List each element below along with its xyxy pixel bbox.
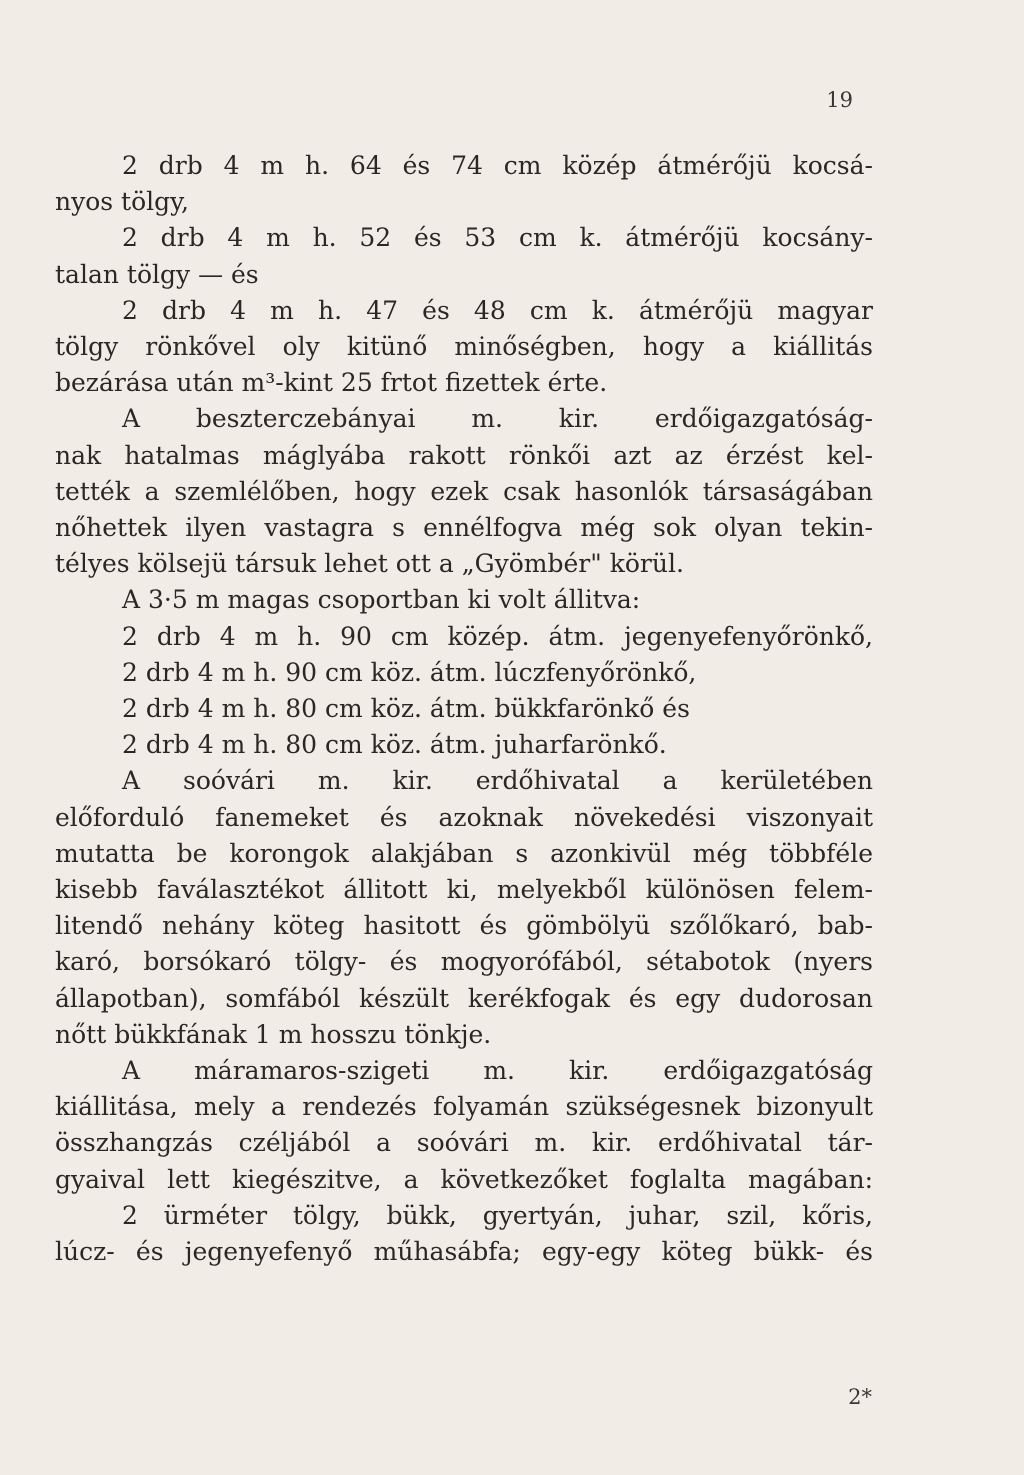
text-line: nőtt bükkfának 1 m hosszu tönkje. xyxy=(55,1019,492,1049)
text-line: összhangzás czéljából a soóvári m. kir. erdőhivatal tár- xyxy=(55,1128,873,1158)
text-line: kiállitása, mely a rendezés folyamán szükségesnek bizonyult xyxy=(55,1092,873,1122)
text-line: 2 ürméter tölgy, bükk, gyertyán, juhar, szil, kőris, xyxy=(122,1200,873,1230)
text-line: bezárása után m³-kint 25 frtot fizettek érte. xyxy=(55,368,608,398)
text-line: 2 drb 4 m h. 47 és 48 cm k. átmérőjü magyar xyxy=(122,295,873,325)
text-line: gyaival lett kiegészitve, a következőket foglalta magában: xyxy=(55,1164,873,1194)
text-line: kisebb faválasztékot állitott ki, melyekből különösen felem- xyxy=(55,875,873,905)
text-line: nőhettek ilyen vastagra s ennélfogva még sok olyan tekin- xyxy=(55,513,873,543)
text-line: előforduló fanemeket és azoknak növekedési viszonyait xyxy=(55,802,873,832)
text-line: lúcz- és jegenyefenyő műhasábfa; egy-egy köteg bükk- és xyxy=(55,1237,873,1267)
body-text xyxy=(55,148,873,1270)
text-line: 2 drb 4 m h. 80 cm köz. átm. bükkfarönkő és xyxy=(122,694,690,724)
text-line: litendő nehány köteg hasitott és gömbölyü szőlőkaró, bab- xyxy=(55,911,873,941)
text-line: 2 drb 4 m h. 52 és 53 cm k. átmérőjü kocsány- xyxy=(122,223,873,253)
text-line: tölgy rönkővel oly kitünő minőségben, hogy a kiállitás xyxy=(55,332,873,362)
text-line: karó, borsókaró tölgy- és mogyorófából, sétabotok (nyers xyxy=(55,947,873,977)
page-number: 19 xyxy=(826,88,853,112)
text-line: 2 drb 4 m h. 80 cm köz. átm. juharfarönkő. xyxy=(122,730,667,760)
text-line: mutatta be korongok alakjában s azonkivül még többféle xyxy=(55,838,873,868)
text-line: 2 drb 4 m h. 64 és 74 cm közép átmérőjü kocsá- xyxy=(122,151,873,180)
text-line: tették a szemlélőben, hogy ezek csak hasonlók társaságában xyxy=(55,476,873,506)
text-line: A 3·5 m magas csoportban ki volt állitva: xyxy=(122,585,641,615)
text-line: 2 drb 4 m h. 90 cm köz. átm. lúczfenyőrönkő, xyxy=(122,657,697,687)
text-line: télyes kölsejü társuk lehet ott a „Gyömbér" körül. xyxy=(55,549,684,579)
text-line: talan tölgy — és xyxy=(55,259,259,289)
text-line: nak hatalmas máglyába rakott rönkői azt az érzést kel- xyxy=(55,440,873,470)
text-line: A soóvári m. kir. erdőhivatal a kerületében xyxy=(122,766,873,796)
signature-mark: 2* xyxy=(848,1385,872,1409)
text-line: állapotban), somfából készült kerékfogak és egy dudorosan xyxy=(55,983,873,1013)
text-line: A beszterczebányai m. kir. erdőigazgatóság- xyxy=(122,404,873,434)
text-line: 2 drb 4 m h. 90 cm közép. átm. jegenyefenyőrönkő, xyxy=(122,621,873,651)
text-line: nyos tölgy, xyxy=(55,187,189,217)
text-line: A máramaros-szigeti m. kir. erdőigazgatóság xyxy=(122,1056,873,1086)
